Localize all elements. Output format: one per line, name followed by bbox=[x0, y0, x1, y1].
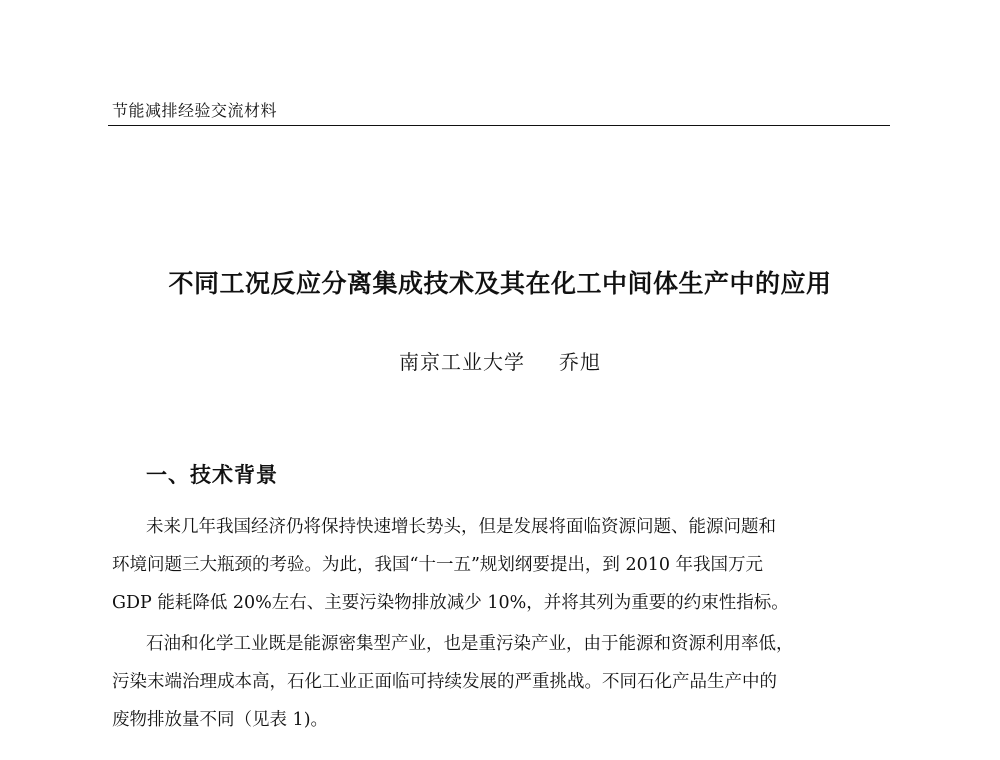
author-affiliation: 南京工业大学 bbox=[399, 350, 525, 374]
section-heading: 一、技术背景 bbox=[146, 463, 278, 487]
header-rule bbox=[108, 125, 890, 126]
running-header: 节能减排经验交流材料 bbox=[112, 101, 278, 120]
paragraph-1-line-1: 未来几年我国经济仍将保持快速增长势头，但是发展将面临资源问题、能源问题和 bbox=[146, 517, 776, 537]
author-name: 乔旭 bbox=[559, 350, 601, 374]
paragraph-2-line-3: 废物排放量不同（见表 1)。 bbox=[112, 710, 329, 730]
paragraph-2-line-1: 石油和化学工业既是能源密集型产业，也是重污染产业，由于能源和资源利用率低， bbox=[146, 634, 794, 654]
paragraph-2-line-2: 污染末端治理成本高，石化工业正面临可持续发展的严重挑战。不同石化产品生产中的 bbox=[112, 672, 777, 692]
paragraph-1-line-3: GDP 能耗降低 20%左右、主要污染物排放减少 10%，并将其列为重要的约束性指标。 bbox=[112, 593, 789, 613]
author-line bbox=[100, 346, 900, 375]
article-title: 不同工况反应分离集成技术及其在化工中间体生产中的应用 bbox=[168, 269, 832, 298]
paragraph-1-line-2: 环境问题三大瓶颈的考验。为此，我国“十一五”规划纲要提出，到 2010 年我国万元 bbox=[112, 555, 764, 575]
